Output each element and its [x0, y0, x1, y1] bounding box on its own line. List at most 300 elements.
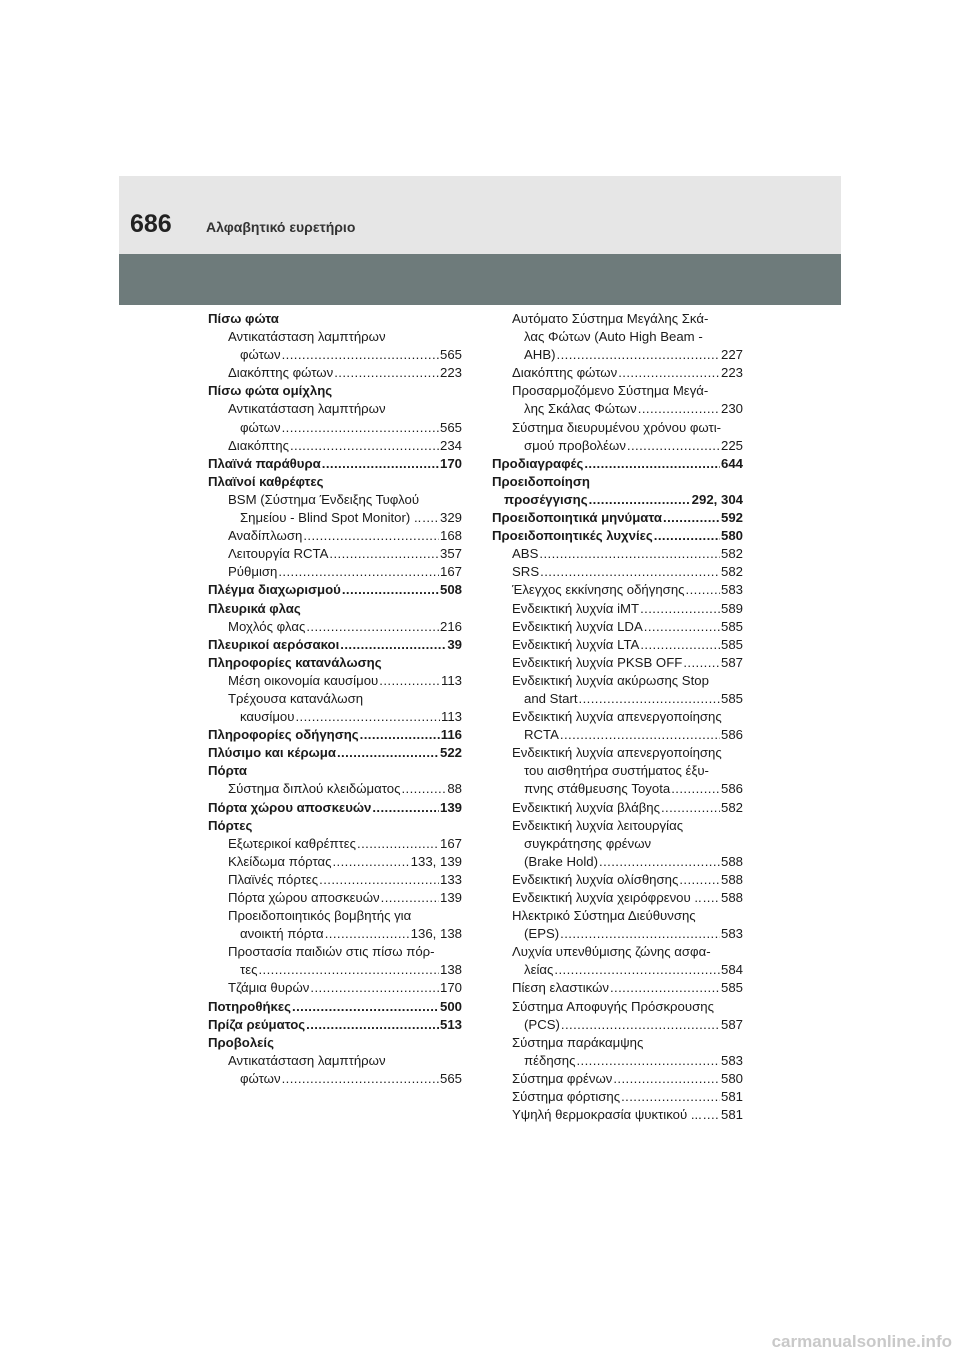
leader-dots	[638, 400, 720, 418]
leader-dots	[613, 1070, 720, 1088]
page-reference: 329	[439, 510, 462, 526]
index-subentry	[492, 1070, 743, 1088]
index-subentry	[492, 563, 743, 581]
page-reference: 513	[439, 1016, 462, 1032]
page-reference: 582	[720, 564, 743, 580]
index-term: Ενδεικτική λυχνία LTA	[512, 636, 640, 652]
page-reference: 39	[447, 636, 462, 652]
page-reference: 585	[720, 690, 743, 706]
index-line	[512, 726, 743, 744]
index-line	[228, 527, 462, 545]
index-term: Προβολείς	[208, 1034, 274, 1050]
index-line	[208, 799, 462, 817]
index-line	[208, 726, 462, 744]
index-term: ανοικτή πόρτα	[240, 926, 324, 942]
index-term: Προειδοποιητικές λυχνίες	[492, 528, 653, 544]
index-line	[228, 889, 462, 907]
index-term: Πίσω φώτα ομίχλης	[208, 383, 333, 399]
index-line	[228, 509, 462, 527]
index-term: Λειτουργία RCTA	[228, 546, 329, 562]
leader-dots	[282, 1070, 439, 1088]
leader-dots	[401, 780, 446, 798]
index-term: λας Φώτων (Auto High Beam -	[524, 329, 703, 345]
index-term: Προστασία παιδιών στις πίσω πόρ-	[228, 944, 435, 960]
page-reference: 580	[720, 1070, 743, 1086]
page-reference: 584	[720, 962, 743, 978]
leader-dots	[372, 799, 439, 817]
index-line	[512, 364, 743, 382]
index-subentry	[492, 1106, 743, 1124]
index-subentry	[208, 400, 462, 436]
index-subentry	[208, 690, 462, 726]
leader-dots	[379, 672, 440, 690]
index-line	[228, 364, 462, 382]
index-subentry	[208, 943, 462, 979]
index-line	[512, 1070, 743, 1088]
index-heading	[208, 1034, 462, 1052]
leader-dots	[621, 1088, 720, 1106]
page-reference: 581	[720, 1089, 743, 1105]
index-line	[512, 871, 743, 889]
index-subentry	[492, 654, 743, 672]
index-term: πνης στάθμευσης Toyota	[524, 781, 671, 797]
index-subentry	[208, 889, 462, 907]
index-term: Αντικατάσταση λαμπτήρων	[228, 329, 386, 345]
page-reference: 170	[439, 455, 462, 471]
leader-dots	[703, 1106, 720, 1124]
index-term: Ενδεικτική λυχνία iMT	[512, 600, 640, 616]
index-subentry	[492, 581, 743, 599]
index-heading	[208, 817, 462, 835]
leader-dots	[322, 455, 439, 473]
index-term: Λυχνία υπενθύμισης ζώνης ασφα-	[512, 944, 711, 960]
index-term: Σύστημα φόρτισης	[512, 1089, 621, 1105]
page-reference: 113	[440, 672, 462, 688]
index-subentry	[492, 310, 743, 364]
leader-dots	[306, 618, 439, 636]
leader-dots	[654, 527, 720, 545]
page-reference: 587	[720, 654, 743, 670]
index-subentry	[492, 943, 743, 979]
index-term: Πίεση ελαστικών	[512, 980, 609, 996]
index-heading	[208, 600, 462, 618]
page-reference: 588	[720, 853, 743, 869]
index-line	[208, 581, 462, 599]
index-heading	[208, 455, 462, 473]
page-reference: 565	[439, 347, 462, 363]
page-reference: 582	[720, 546, 743, 562]
index-subentry	[208, 545, 462, 563]
index-term: Αντικατάσταση λαμπτήρων	[228, 1052, 386, 1068]
index-subentry	[492, 817, 743, 871]
index-line	[228, 780, 462, 798]
index-subentry	[208, 871, 462, 889]
index-subentry	[492, 998, 743, 1034]
page-reference: 139	[439, 799, 462, 815]
index-line	[228, 346, 462, 364]
leader-dots	[679, 871, 720, 889]
page-reference: 133	[439, 871, 462, 887]
index-line	[228, 853, 462, 871]
index-subentry	[208, 328, 462, 364]
index-line	[512, 853, 743, 871]
index-line	[512, 545, 743, 563]
leader-dots	[295, 708, 439, 726]
page-reference: 292, 304	[691, 491, 743, 507]
index-heading	[208, 799, 462, 817]
index-subentry	[492, 600, 743, 618]
index-line	[512, 961, 743, 979]
index-term: Πλαϊνές πόρτες	[228, 871, 319, 887]
index-term: Ρύθμιση	[228, 564, 278, 580]
leader-dots	[554, 961, 720, 979]
index-subentry	[208, 491, 462, 527]
index-heading	[492, 509, 743, 527]
index-subentry	[208, 979, 462, 997]
index-term: Σύστημα διευρυμένου χρόνου φωτι-	[512, 419, 722, 435]
index-term: Πλέγμα διαχωρισμού	[208, 582, 341, 598]
page-reference: 168	[439, 528, 462, 544]
index-term: τες	[240, 962, 258, 978]
index-term: Ενδεικτική λυχνία απενεργοποίησης	[512, 745, 722, 761]
index-line	[228, 961, 462, 979]
index-term: Πλαϊνοί καθρέφτες	[208, 473, 324, 489]
index-term: λείας	[524, 962, 554, 978]
page-reference: 585	[720, 636, 743, 652]
index-term: AHB)	[524, 347, 556, 363]
leader-dots	[584, 455, 720, 473]
index-term: Διακόπτης φώτων	[228, 365, 334, 381]
leader-dots	[306, 1016, 439, 1034]
leader-dots	[292, 998, 439, 1016]
leader-dots	[661, 799, 720, 817]
index-term: Πλαϊνά παράθυρα	[208, 455, 321, 471]
leader-dots	[671, 780, 720, 798]
page-reference: 587	[720, 1016, 743, 1032]
leader-dots	[337, 744, 439, 762]
index-line	[512, 799, 743, 817]
page-reference: 522	[439, 745, 462, 761]
page-reference: 580	[720, 528, 743, 544]
leader-dots	[610, 979, 720, 997]
index-term: Αναδίπλωση	[228, 528, 303, 544]
page-reference: 167	[439, 835, 462, 851]
index-subentry	[492, 419, 743, 455]
index-term: του αισθητήρα συστήματος έξυ-	[524, 763, 709, 779]
index-term: Προειδοποιητικός βομβητής για	[228, 908, 412, 924]
index-subentry	[208, 618, 462, 636]
leader-dots	[644, 618, 720, 636]
index-heading	[492, 473, 743, 509]
index-term: φώτων	[240, 419, 281, 435]
index-term: Σύστημα διπλού κλειδώματος	[228, 781, 401, 797]
index-term: Ηλεκτρικό Σύστημα Διεύθυνσης	[512, 908, 696, 924]
index-line	[512, 1088, 743, 1106]
index-term: Διακόπτης φώτων	[512, 365, 618, 381]
index-term: SRS	[512, 564, 540, 580]
index-line	[492, 455, 743, 473]
index-term: Προειδοποιητικά μηνύματα	[492, 510, 663, 526]
index-subentry	[208, 364, 462, 382]
index-line	[228, 871, 462, 889]
index-line	[228, 545, 462, 563]
leader-dots	[332, 853, 409, 871]
index-subentry	[208, 853, 462, 871]
page-reference: 227	[720, 347, 743, 363]
leader-dots	[589, 491, 691, 509]
index-line	[512, 400, 743, 418]
index-line	[512, 600, 743, 618]
page-reference: 565	[439, 419, 462, 435]
index-term: φώτων	[240, 1070, 281, 1086]
index-term: Σύστημα παράκαμψης	[512, 1034, 644, 1050]
page-reference: 167	[439, 564, 462, 580]
page-reference: 357	[439, 546, 462, 562]
index-subentry	[492, 636, 743, 654]
leader-dots	[340, 636, 446, 654]
leader-dots	[282, 419, 439, 437]
index-heading	[208, 998, 462, 1016]
leader-dots	[290, 437, 439, 455]
index-term: Πλευρικά φλας	[208, 600, 301, 616]
index-heading	[208, 744, 462, 762]
page-reference: 588	[720, 890, 743, 905]
index-term: Πλύσιμο και κέρωμα	[208, 745, 336, 761]
section-title: Αλφαβητικό ευρετήριο	[206, 219, 356, 235]
index-subentry	[492, 979, 743, 997]
page-reference: 586	[720, 727, 743, 743]
index-line	[512, 636, 743, 654]
index-term: Διακόπτης	[228, 437, 289, 453]
index-heading	[208, 726, 462, 744]
index-term: Πληροφορίες οδήγησης	[208, 727, 359, 743]
leader-dots	[640, 636, 720, 654]
index-subentry	[492, 889, 743, 907]
index-term: Πόρτα χώρου αποσκευών	[228, 890, 380, 905]
header-band	[119, 176, 841, 254]
index-term: Ενδεικτική λυχνία ολίσθησης	[512, 871, 679, 887]
leader-dots	[381, 889, 439, 907]
index-subentry	[492, 1034, 743, 1070]
index-heading	[208, 382, 462, 400]
index-term: Ενδεικτική λυχνία χειρόφρενου ..	[512, 890, 702, 905]
leader-dots	[579, 690, 720, 708]
page-reference: 585	[720, 618, 743, 634]
index-heading	[208, 762, 462, 780]
page-reference: 583	[720, 1052, 743, 1068]
index-subentry	[208, 780, 462, 798]
index-term: (PCS)	[524, 1016, 560, 1032]
page-reference: 136, 138	[410, 926, 462, 942]
index-term: Ενδεικτική λυχνία ακύρωσης Stop	[512, 672, 709, 688]
page-reference: 589	[720, 600, 743, 616]
index-line	[208, 636, 462, 654]
index-subentry	[492, 364, 743, 382]
leader-dots	[325, 925, 410, 943]
index-line	[512, 889, 743, 907]
index-term: σμού προβολέων	[524, 437, 626, 453]
index-line	[512, 979, 743, 997]
index-term: Σύστημα Αποφυγής Πρόσκρουσης	[512, 998, 714, 1014]
index-subentry	[492, 871, 743, 889]
index-term: Σύστημα φρένων	[512, 1070, 613, 1086]
index-line	[512, 1106, 743, 1124]
leader-dots	[278, 563, 439, 581]
index-line	[512, 437, 743, 455]
leader-dots	[560, 925, 720, 943]
index-term: λης Σκάλας Φώτων	[524, 401, 637, 417]
index-column-left	[208, 310, 462, 1088]
page-reference: 508	[439, 582, 462, 598]
index-line	[512, 1052, 743, 1070]
index-line	[228, 419, 462, 437]
watermark: carmanualsonline.info	[771, 1332, 952, 1351]
page-reference: 234	[439, 437, 462, 453]
page-reference: 581	[720, 1107, 743, 1123]
index-term: Εξωτερικοί καθρέπτες	[228, 835, 357, 851]
index-term: προσέγγισης	[504, 491, 588, 507]
page-reference: 583	[720, 582, 743, 598]
page-reference: 588	[720, 871, 743, 887]
index-subentry	[492, 708, 743, 744]
index-term: and Start	[524, 690, 578, 706]
page-reference: 223	[720, 365, 743, 381]
leader-dots	[640, 600, 720, 618]
page-reference: 116	[440, 727, 462, 743]
leader-dots	[310, 979, 439, 997]
leader-dots	[258, 961, 439, 979]
leader-dots	[686, 581, 720, 599]
index-term: Μέση οικονομία καυσίμου	[228, 672, 379, 688]
leader-dots	[539, 545, 720, 563]
leader-dots	[422, 509, 439, 527]
leader-dots	[334, 364, 439, 382]
index-subentry	[492, 1088, 743, 1106]
index-term: BSM (Σύστημα Ένδειξης Τυφλού	[228, 491, 420, 507]
index-term: RCTA	[524, 727, 559, 743]
page-reference: 216	[439, 618, 462, 634]
index-term: Τζάμια θυρών	[228, 980, 310, 996]
page-reference: 88	[447, 781, 462, 797]
leader-dots	[618, 364, 720, 382]
index-term: πέδησης	[524, 1052, 576, 1068]
index-term: Σημείου - Blind Spot Monitor) ..	[240, 510, 422, 526]
index-term: Αντικατάσταση λαμπτήρων	[228, 401, 386, 417]
index-subentry	[208, 563, 462, 581]
page-reference: 138	[439, 962, 462, 978]
index-term: Πληροφορίες κατανάλωσης	[208, 654, 382, 670]
index-term: Τρέχουσα κατανάλωση	[228, 690, 364, 706]
index-term: Προειδοποίηση	[492, 473, 590, 489]
page-reference: 586	[720, 781, 743, 797]
index-line	[512, 618, 743, 636]
page-reference: 230	[720, 401, 743, 417]
index-line	[492, 527, 743, 545]
index-subentry	[208, 672, 462, 690]
index-heading	[208, 581, 462, 599]
leader-dots	[329, 545, 439, 563]
index-subentry	[208, 907, 462, 943]
page-reference: 113	[440, 709, 462, 725]
index-term: Πρίζα ρεύματος	[208, 1016, 306, 1032]
page-reference: 592	[720, 510, 743, 526]
index-heading	[208, 473, 462, 491]
index-line	[492, 509, 743, 527]
index-line	[512, 690, 743, 708]
index-subentry	[492, 545, 743, 563]
index-subentry	[208, 835, 462, 853]
header-bar	[119, 254, 841, 305]
index-line	[512, 346, 743, 364]
page-reference: 583	[720, 926, 743, 942]
index-subentry	[492, 907, 743, 943]
index-line	[208, 455, 462, 473]
index-term: Ενδεικτική λυχνία PKSB OFF	[512, 654, 683, 670]
index-column-right	[492, 310, 743, 1124]
index-line	[512, 563, 743, 581]
page-reference: 644	[720, 455, 743, 471]
index-term: ABS	[512, 546, 539, 562]
index-term: Ενδεικτική λυχνία λειτουργίας	[512, 817, 684, 833]
index-term: Μοχλός φλας	[228, 618, 306, 634]
index-term: Πόρτα	[208, 763, 247, 779]
index-line	[208, 998, 462, 1016]
index-line	[228, 672, 462, 690]
leader-dots	[599, 853, 720, 871]
index-term: (EPS)	[524, 926, 560, 942]
index-line	[512, 1016, 743, 1034]
page-reference: 565	[439, 1070, 462, 1086]
leader-dots	[703, 889, 720, 907]
index-heading	[208, 1016, 462, 1034]
index-term: Ενδεικτική λυχνία βλάβης	[512, 799, 660, 815]
leader-dots	[357, 835, 439, 853]
page-reference: 500	[439, 998, 462, 1014]
index-line	[228, 437, 462, 455]
index-term: φώτων	[240, 347, 281, 363]
page-reference: 223	[439, 365, 462, 381]
page-reference: 582	[720, 799, 743, 815]
leader-dots	[319, 871, 439, 889]
index-term: Προδιαγραφές	[492, 455, 584, 471]
leader-dots	[557, 346, 720, 364]
index-line	[208, 1016, 462, 1034]
index-term: καυσίμου	[240, 709, 295, 725]
leader-dots	[683, 654, 720, 672]
index-subentry	[492, 618, 743, 636]
leader-dots	[540, 563, 720, 581]
index-subentry	[208, 527, 462, 545]
page-reference: 170	[439, 980, 462, 996]
index-line	[228, 563, 462, 581]
index-line	[228, 708, 462, 726]
leader-dots	[360, 726, 440, 744]
index-term: Προσαρμοζόμενο Σύστημα Μεγά-	[512, 383, 709, 399]
index-term: Υψηλή θερμοκρασία ψυκτικού ...	[512, 1107, 702, 1123]
page-reference: 139	[439, 890, 462, 905]
leader-dots	[561, 1016, 720, 1034]
index-subentry	[208, 1052, 462, 1088]
index-subentry	[492, 672, 743, 708]
leader-dots	[663, 509, 720, 527]
page-reference: 133, 139	[410, 853, 462, 869]
page-reference: 585	[720, 980, 743, 996]
index-subentry	[208, 437, 462, 455]
index-subentry	[492, 744, 743, 798]
index-heading	[208, 310, 462, 328]
index-term: Πόρτες	[208, 817, 253, 833]
index-term: Πίσω φώτα	[208, 311, 279, 326]
